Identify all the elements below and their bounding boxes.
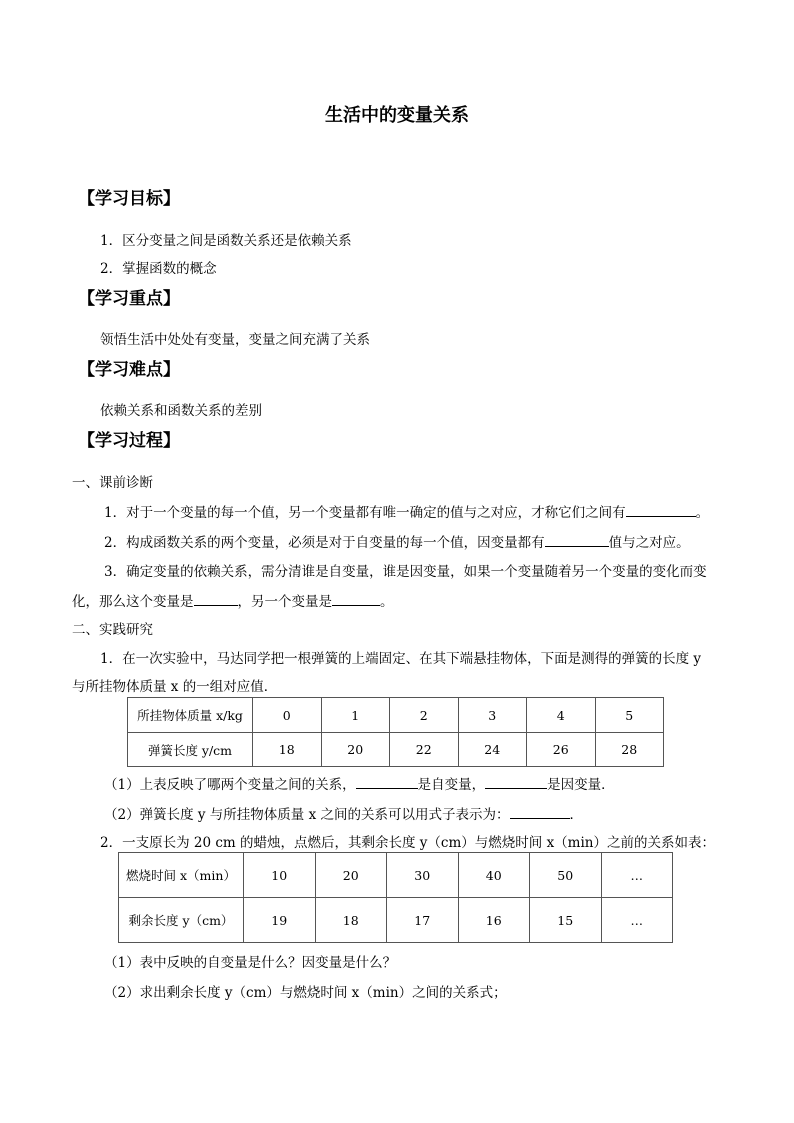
question-2-text-a: 2．构成函数关系的两个变量，必须是对于自变量的每一个值，因变量都有: [104, 535, 545, 551]
table-cell: 17: [387, 898, 459, 943]
table1-q2-text-b: ．: [569, 807, 583, 823]
table-cell: 20: [315, 853, 387, 898]
answer-blank: [356, 774, 418, 789]
table-cell: 20: [321, 733, 390, 767]
table-cell: 50: [530, 853, 602, 898]
row-label: 所挂物体质量 x/kg: [128, 698, 253, 733]
table-cell: 30: [387, 853, 459, 898]
section-process: 【学习过程】: [78, 431, 180, 451]
table-cell: 19: [244, 898, 316, 943]
row-label: 燃烧时间 x（min）: [119, 853, 244, 898]
page-title: 生活中的变量关系: [325, 105, 469, 126]
table1-q1-text-b: 是自变量，: [417, 777, 486, 793]
key-points-text: 领悟生活中处处有变量，变量之间充满了关系: [100, 332, 370, 348]
row-label: 剩余长度 y（cm）: [119, 898, 244, 943]
table1-question-2: [104, 804, 583, 825]
table1-question-1: [104, 774, 615, 795]
answer-blank: [332, 591, 380, 606]
question-3-line-2: [72, 591, 394, 612]
section-key-points: 【学习重点】: [78, 289, 180, 309]
problem-2-line: 2．一支原长为 20 cm 的蜡烛，点燃后，其剩余长度 y（cm）与燃烧时间 x（min）之前的关系如表：: [100, 835, 716, 851]
question-1-end: 。: [695, 505, 710, 521]
table1-q1-text-a: （1）上表反映了哪两个变量之间的关系，: [104, 777, 356, 793]
question-1-text: 1．对于一个变量的每一个值，另一个变量都有唯一确定的值与之对应，才称它们之间有: [104, 505, 626, 521]
table1-q2-text-a: （2）弹簧长度 y 与所挂物体质量 x 之间的关系可以用式子表示为：: [104, 807, 510, 823]
answer-blank: [545, 532, 609, 547]
spring-table: [127, 697, 664, 767]
table-cell: 4: [527, 698, 596, 733]
table2-question-2: （2）求出剩余长度 y（cm）与燃烧时间 x（min）之间的关系式；: [104, 985, 507, 1001]
answer-blank: [510, 804, 570, 819]
table-row: [128, 698, 664, 733]
question-3-text-a: 化，那么这个变量是: [72, 594, 194, 610]
table-cell: 18: [315, 898, 387, 943]
table-cell: 16: [458, 898, 530, 943]
table-cell: 3: [458, 698, 527, 733]
table-cell: 26: [527, 733, 596, 767]
table-cell: 24: [458, 733, 527, 767]
part2-heading: 二、实践研究: [72, 622, 153, 638]
table1-q1-text-c: 是因变量．: [547, 777, 615, 793]
table-cell: 15: [530, 898, 602, 943]
section-objectives: 【学习目标】: [78, 189, 180, 209]
table2-question-1: （1）表中反映的自变量是什么？因变量是什么？: [104, 955, 397, 971]
objective-item-1: 1．区分变量之间是函数关系还是依赖关系: [100, 233, 352, 249]
table-cell: 10: [244, 853, 316, 898]
table-cell: 5: [595, 698, 664, 733]
table-cell: 18: [253, 733, 322, 767]
table-cell: …: [601, 898, 673, 943]
problem-1-line-1: 1．在一次实验中，马达同学把一根弹簧的上端固定、在其下端悬挂物体，下面是测得的弹簧的长度 y: [100, 651, 702, 667]
candle-table: [118, 852, 673, 943]
difficulties-text: 依赖关系和函数关系的差别: [100, 403, 262, 419]
answer-blank: [626, 502, 696, 517]
table-cell: 28: [595, 733, 664, 767]
part1-heading: 一、课前诊断: [72, 475, 153, 491]
question-3-line-1: 3．确定变量的依赖关系，需分清谁是自变量，谁是因变量，如果一个变量随着另一个变量的变化而变: [104, 564, 707, 580]
question-3-text-b: ，另一个变量是: [237, 594, 332, 610]
section-difficulties: 【学习难点】: [78, 360, 180, 380]
table-row: [119, 898, 673, 943]
table-cell: 40: [458, 853, 530, 898]
question-2: [104, 532, 690, 553]
question-2-text-b: 值与之对应。: [608, 535, 690, 551]
table-cell: 1: [321, 698, 390, 733]
row-label: 弹簧长度 y/cm: [128, 733, 253, 767]
question-3-text-c: 。: [380, 594, 394, 610]
table-cell: 2: [390, 698, 459, 733]
question-1: [104, 502, 709, 523]
table-row: [128, 733, 664, 767]
table-cell: 22: [390, 733, 459, 767]
answer-blank: [194, 591, 238, 606]
objective-item-2: 2．掌握函数的概念: [100, 261, 217, 277]
answer-blank: [485, 774, 547, 789]
table-cell: …: [601, 853, 673, 898]
table-cell: 0: [253, 698, 322, 733]
table-row: [119, 853, 673, 898]
problem-1-line-2: 与所挂物体质量 x 的一组对应值．: [72, 679, 278, 695]
